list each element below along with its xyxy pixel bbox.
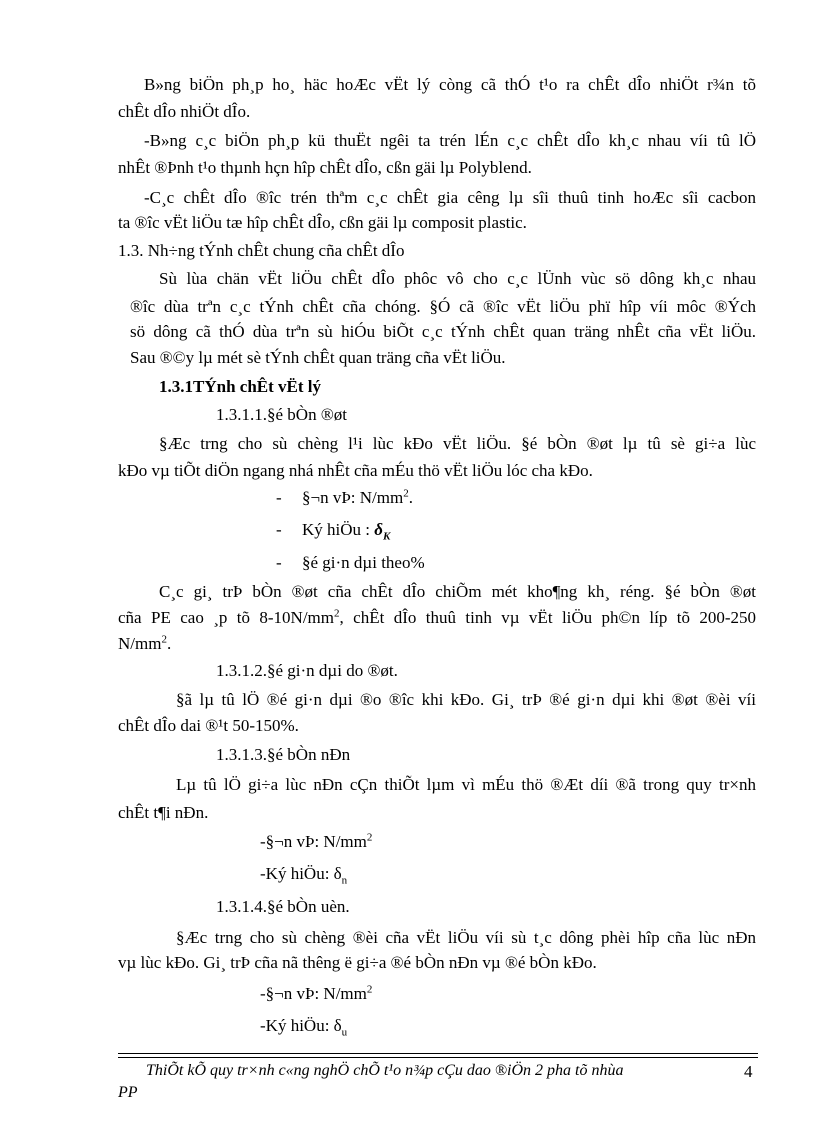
symbol-line: -Ký hiÖu: $\delta_u$ (260, 1016, 348, 1039)
footer-title-continued: PP (118, 1084, 138, 1101)
paragraph-line: §ã lµ tû lÖ ®é gi·n dµi ®o ®îc khi kÐo. Gi¸ trÞ ®é gi·n dµi khi ®øt ®èi víi (176, 690, 756, 709)
paragraph-line: chÊt dÎo dai ®¹t 50-150%. (118, 716, 299, 735)
paragraph-line: kÐo vµ tiÕt diÖn ngang nhá nhÊt cña mÉu thö vËt liÖu lóc cha kÐo. (118, 461, 593, 480)
symbol-line: -Ký hiÖu: $\delta_n$ (260, 864, 348, 887)
footer-rule (118, 1057, 758, 1058)
paragraph-line: -B»ng c¸c biÖn ph¸p kü thuËt ngêi ta trén lÉn c¸c chÊt dÎo kh¸c nhau víi tû lÖ (144, 131, 756, 150)
paragraph-line: Lµ tû lÖ gi÷a lùc nÐn cÇn thiÕt lµm vì mÉu thö ®Æt díi ®ã trong quy tr×nh (176, 775, 756, 794)
paragraph-line: Sù lùa chän vËt liÖu chÊt dÎo phôc vô cho c¸c lÜnh vùc sö dông kh¸c nhau (159, 269, 756, 288)
page-number: 4 (744, 1062, 753, 1081)
subsubsection-heading: 1.3.1.4.§é bÒn uèn. (216, 897, 350, 916)
subsubsection-heading: 1.3.1.3.§é bÒn nÐn (216, 745, 351, 764)
footer-rule (118, 1053, 758, 1054)
elongation-bullet: §é gi·n dµi theo% (302, 553, 425, 572)
paragraph-line: cña PE cao ¸p tõ $8-10N/mm^2$, chÊt dÎo thuû tinh vµ vËt liÖu ph©n líp tõ 200-250 (118, 607, 757, 627)
symbol-bullet: Ký hiÖu : $\delta_K$ (302, 520, 391, 543)
paragraph-line: nhÊt ®Þnh t¹o thµnh hçn hîp chÊt dÎo, cßn gäi lµ Polyblend. (118, 158, 532, 177)
subsection-heading: 1.3.1TÝnh chÊt vËt lý (159, 377, 321, 396)
paragraph-line: C¸c gi¸ trÞ bÒn ®øt cña chÊt dÎo chiÕm mét kho¶ng kh¸ réng. §é bÒn ®øt (159, 582, 756, 601)
paragraph-line: B»ng biÖn ph¸p ho¸ häc hoÆc vËt lý còng cã thÓ t¹o ra chÊt dÎo nhiÖt r¾n tõ (144, 75, 756, 94)
paragraph-line: §Æc trng cho sù chèng l¹i lùc kÐo vËt liÖu. §é bÒn ®øt lµ tû sè gi÷a lùc (159, 434, 756, 453)
subsubsection-heading: 1.3.1.1.§é bÒn ®øt (216, 405, 347, 424)
paragraph-line: ta ®îc vËt liÖu tæ hîp chÊt dÎo, cßn gäi lµ composit plastic. (118, 213, 527, 232)
bullet-dash: - (276, 520, 282, 539)
unit-line: -§¬n vÞ: $N/mm^2$ (260, 831, 373, 851)
paragraph-line: vµ lùc kÐo. Gi¸ trÞ cña nã thêng ë gi÷a ®é bÒn nÐn vµ ®é bÒn kÐo. (118, 953, 597, 972)
paragraph-line: §Æc trng cho sù chèng ®èi cña vËt liÖu víi sù t¸c dông phèi hîp cña lùc nÐn (176, 928, 756, 947)
paragraph-line: -C¸c chÊt dÎo ®îc trén thªm c¸c chÊt gia cêng lµ sîi thuû tinh hoÆc sîi cacbon (144, 188, 756, 207)
bullet-dash: - (276, 553, 282, 572)
paragraph-line: Sau ®©y lµ mét sè tÝnh chÊt quan träng cña vËt liÖu. (130, 348, 506, 367)
unit-line: -§¬n vÞ: $N/mm^2$ (260, 983, 373, 1003)
bullet-dash: - (276, 488, 282, 507)
paragraph-line: chÊt dÎo nhiÖt dÎo. (118, 102, 251, 121)
footer-title: ThiÕt kÕ quy tr×nh c«ng nghÖ chÕ t¹o n¾p cÇu dao ®iÖn 2 pha tõ nhùa (146, 1062, 624, 1079)
section-heading: 1.3. Nh÷ng tÝnh chÊt chung cña chÊt dÎo (118, 241, 405, 260)
paragraph-line: sö dông cã thÓ dùa trªn sù hiÓu biÕt c¸c tÝnh chÊt quan träng nhÊt cña vËt liÖu. (130, 322, 756, 341)
unit-bullet: §¬n vÞ: $N/mm^2$. (302, 487, 413, 507)
paragraph-line: $N/mm^2$. (118, 633, 172, 653)
paragraph-line: ®îc dùa trªn c¸c tÝnh chÊt cña chóng. §Ó cã ®îc vËt liÖu phï hîp víi môc ®Ých (130, 297, 756, 316)
paragraph-line: chÊt t¶i nÐn. (118, 803, 209, 822)
subsubsection-heading: 1.3.1.2.§é gi·n dµi do ®øt. (216, 661, 398, 680)
